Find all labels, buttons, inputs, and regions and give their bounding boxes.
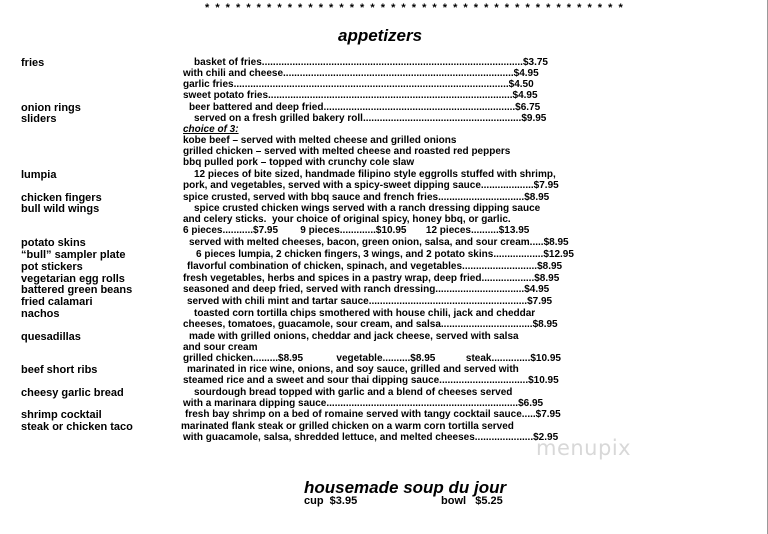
- item-name: fries: [21, 57, 45, 69]
- item-line: beer battered and deep fried.....................................................................$6.75: [189, 102, 541, 113]
- item-name: chicken fingers: [21, 192, 102, 204]
- item-name: lumpia: [21, 169, 57, 181]
- item-line: fresh bay shrimp on a bed of romaine served with tangy cocktail sauce.....$7.95: [185, 409, 561, 420]
- item-name: fried calamari: [21, 296, 93, 308]
- item-line: garlic fries...................................................................................................$4.50: [183, 79, 534, 90]
- item-line: spice crusted, served with bbq sauce and french fries...............................$8.95: [183, 192, 550, 203]
- item-line: 6 pieces lumpia, 2 chicken fingers, 3 wings, and 2 potato skins..................$12.95: [196, 249, 574, 260]
- item-line: made with grilled onions, cheddar and jack cheese, served with salsa: [189, 331, 519, 342]
- item-line: seasoned and deep fried, served with ranch dressing................................$4.95: [183, 284, 550, 295]
- item-line: served on a fresh grilled bakery roll.........................................................$9.95: [194, 113, 547, 124]
- item-name: steak or chicken taco: [21, 421, 133, 433]
- item-name: quesadillas: [21, 331, 81, 343]
- section-title-appetizers: appetizers: [338, 26, 423, 45]
- item-line: sourdough bread topped with garlic and a blend of cheeses served: [194, 387, 513, 398]
- item-line: pork, and vegetables, served with a spicy-sweet dipping sauce...................$7.95: [183, 180, 559, 191]
- soup-cup-price: cup $3.95: [304, 495, 358, 507]
- item-line: basket of fries..............................................................................................$3.75: [194, 57, 548, 68]
- item-line: bbq pulled pork – topped with crunchy cole slaw: [183, 157, 415, 168]
- item-line: spice crusted chicken wings served with a ranch dressing dipping sauce: [194, 203, 541, 214]
- item-name: vegetarian egg rolls: [21, 273, 125, 285]
- item-line: cheeses, tomatoes, guacamole, sour cream, and salsa.................................$8.95: [183, 319, 558, 330]
- item-line: marinated in rice wine, onions, and soy sauce, grilled and served with: [187, 364, 519, 375]
- item-name: nachos: [21, 308, 60, 320]
- item-line: choice of 3:: [183, 124, 239, 135]
- item-name: onion rings: [21, 102, 81, 114]
- item-line: and sour cream: [183, 342, 258, 353]
- item-name: potato skins: [21, 237, 86, 249]
- item-line: grilled chicken – served with melted cheese and roasted red peppers: [183, 146, 511, 157]
- item-line: fresh vegetables, herbs and spices in a pastry wrap, deep fried...................$8.95: [183, 273, 560, 284]
- item-name: cheesy garlic bread: [21, 387, 124, 399]
- item-line: 6 pieces...........$7.95 9 pieces.............$10.95 12 pieces..........$13.95: [183, 225, 530, 236]
- item-name: beef short ribs: [21, 364, 98, 376]
- star-border: * * * * * * * * * * * * * * * * * * * * * * * * * * * * * * * * * * * * * * * * *: [205, 2, 625, 14]
- item-line: kobe beef – served with melted cheese and grilled onions: [183, 135, 457, 146]
- item-line: served with chili mint and tartar sauce.........................................................$7.95: [187, 296, 553, 307]
- item-line: with a marinara dipping sauce.....................................................................$6.95: [183, 398, 544, 409]
- item-name: bull wild wings: [21, 203, 100, 215]
- item-line: with chili and cheese...................................................................................$4.95: [183, 68, 539, 79]
- item-line: sweet potato fries........................................................................................$4.95: [183, 90, 538, 101]
- item-line: flavorful combination of chicken, spinach, and vegetables...........................$8.95: [187, 261, 563, 272]
- item-line: with guacamole, salsa, shredded lettuce, and melted cheeses.....................$2.95: [183, 432, 559, 443]
- watermark: menupix: [536, 436, 632, 460]
- item-name: shrimp cocktail: [21, 409, 102, 421]
- item-line: 12 pieces of bite sized, handmade filipino style eggrolls stuffed with shrimp,: [194, 169, 556, 180]
- item-name: pot stickers: [21, 261, 83, 273]
- item-name: sliders: [21, 113, 57, 125]
- item-line: grilled chicken.........$8.95 vegetable..........$8.95 steak..............$10.95: [183, 353, 561, 364]
- item-line: served with melted cheeses, bacon, green onion, salsa, and sour cream.....$8.95: [189, 237, 569, 248]
- item-line: marinated flank steak or grilled chicken on a warm corn tortilla served: [181, 421, 514, 432]
- item-line: and celery sticks. your choice of original spicy, honey bbq, or garlic.: [183, 214, 511, 225]
- item-name: battered green beans: [21, 284, 133, 296]
- item-line: toasted corn tortilla chips smothered with house chili, jack and cheddar: [194, 308, 536, 319]
- soup-bowl-price: bowl $5.25: [441, 495, 503, 507]
- soup-title: housemade soup du jour: [304, 478, 507, 497]
- item-line: steamed rice and a sweet and sour thai dipping sauce................................$10.95: [183, 375, 559, 386]
- item-name: “bull” sampler plate: [21, 249, 126, 261]
